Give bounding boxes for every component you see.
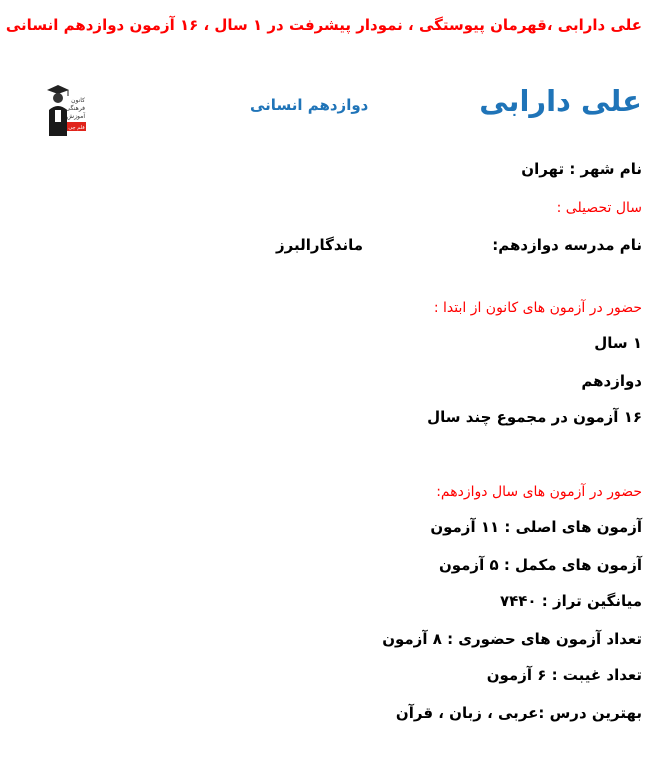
logo-text-1: کانون <box>71 97 85 104</box>
academic-year-label: سال تحصیلی : <box>556 200 642 216</box>
logo-badge: قلم چی <box>68 125 85 131</box>
school-value: ماندگارالبرز <box>276 236 364 254</box>
grade12-heading: حضور در آزمون های سال دوازدهم: <box>436 484 642 500</box>
student-name: علی دارابی <box>479 84 642 118</box>
supplementary-exams-line: آزمون های مکمل : ۵ آزمون <box>438 556 642 574</box>
page-title: علی دارابی ،قهرمان پیوستگی ، نمودار پیشرفت در ۱ سال ، ۱۶ آزمون دوازدهم انسانی <box>5 16 642 34</box>
in-person-exams-line: تعداد آزمون های حضوری : ۸ آزمون <box>382 630 642 648</box>
school-label: نام مدرسه دوازدهم: <box>492 236 642 254</box>
student-grade: دوازدهم انسانی <box>250 96 369 114</box>
average-score-line: میانگین تراز : ۷۴۴۰ <box>499 592 642 610</box>
best-subjects-line: بهترین درس :عربی ، زبان ، قرآن <box>395 704 642 722</box>
kanoon-history-heading: حضور در آزمون های کانون از ابتدا : <box>433 300 642 316</box>
city-line: نام شهر : تهران <box>521 160 642 178</box>
logo-text-2: فرهنگی <box>65 105 85 112</box>
logo-text-3: آموزش <box>66 113 85 120</box>
absences-line: تعداد غیبت : ۶ آزمون <box>486 666 642 684</box>
years-line: ۱ سال <box>594 334 642 352</box>
kanoon-logo-icon <box>44 80 88 136</box>
grade-line: دوازدهم <box>581 372 642 390</box>
main-exams-line: آزمون های اصلی : ۱۱ آزمون <box>430 518 642 536</box>
total-exams-line: ۱۶ آزمون در مجموع چند سال <box>427 408 642 426</box>
